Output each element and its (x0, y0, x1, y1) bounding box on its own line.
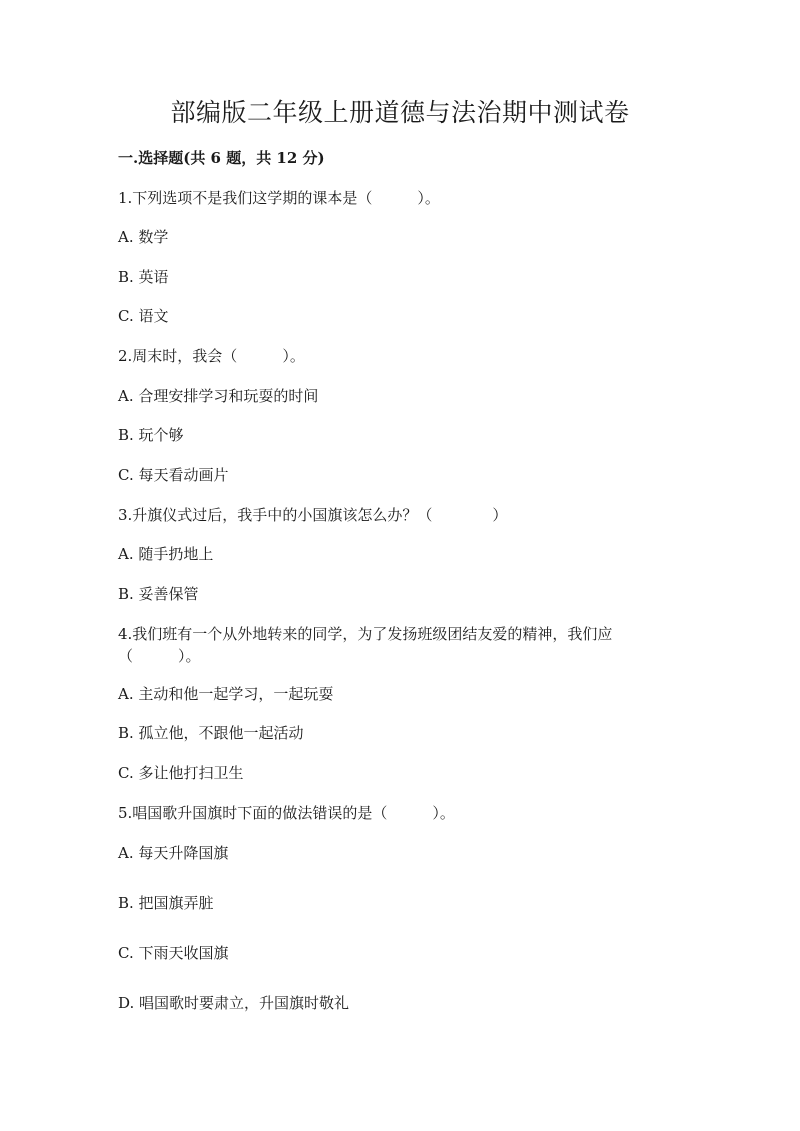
question-3-option-a: A. 随手扔地上 (118, 545, 214, 563)
question-4-option-b: B. 孤立他，不跟他一起活动 (118, 724, 304, 742)
question-2-option-a: A. 合理安排学习和玩耍的时间 (118, 387, 319, 405)
question-1-option-a: A. 数学 (118, 228, 169, 246)
question-4-option-c: C. 多让他打扫卫生 (118, 764, 244, 782)
question-3-option-b: B. 妥善保管 (118, 585, 199, 603)
question-5-option-b: B. 把国旗弄脏 (118, 894, 214, 912)
question-1-option-b: B. 英语 (118, 268, 169, 286)
question-4-stem-line-2: （ ）。 (118, 647, 201, 665)
question-5-option-d: D. 唱国歌时要肃立，升国旗时敬礼 (118, 994, 350, 1012)
question-1-stem: 1.下列选项不是我们这学期的课本是（ ）。 (118, 189, 440, 207)
question-4-option-a: A. 主动和他一起学习，一起玩耍 (118, 685, 334, 703)
question-5-option-c: C. 下雨天收国旗 (118, 944, 229, 962)
page-title: 部编版二年级上册道德与法治期中测试卷 (170, 98, 630, 127)
question-5-stem: 5.唱国歌升国旗时下面的做法错误的是（ ）。 (118, 804, 455, 822)
question-4-stem-line-1: 4.我们班有一个从外地转来的同学，为了发扬班级团结友爱的精神，我们应 (118, 625, 613, 643)
question-2-stem: 2.周末时，我会（ ）。 (118, 347, 305, 365)
question-5-option-a: A. 每天升降国旗 (118, 844, 229, 862)
question-1-option-c: C. 语文 (118, 307, 169, 325)
question-3-stem: 3.升旗仪式过后，我手中的小国旗该怎么办？（ ） (118, 506, 508, 524)
question-2-option-c: C. 每天看动画片 (118, 466, 229, 484)
question-2-option-b: B. 玩个够 (118, 426, 184, 444)
section-heading: 一.选择题(共 6 题，共 12 分) (118, 149, 325, 167)
